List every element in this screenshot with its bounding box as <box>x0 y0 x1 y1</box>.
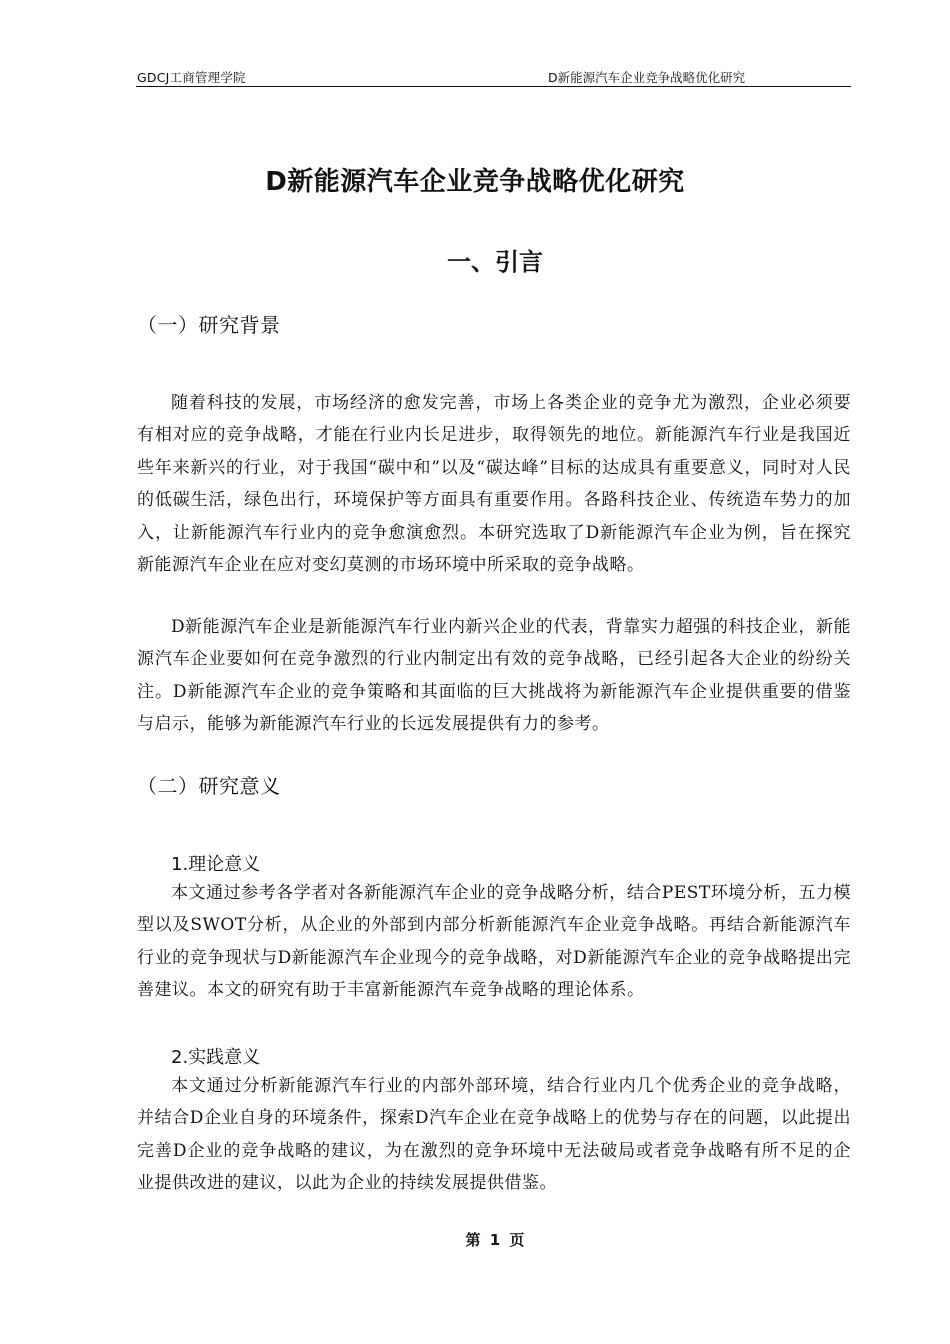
page-number: 第 1 页 <box>465 1231 525 1249</box>
subsection-heading-practice: 2.实践意义 <box>171 1047 261 1068</box>
section-heading-significance: （二）研究意义 <box>137 774 281 798</box>
practice-paragraph: 本文通过分析新能源汽车行业的内部外部环境，结合行业内几个优秀企业的竞争战略，并结合D企业自身的环境条件，探索D汽车企业在竞争战略上的优势与存在的问题，以此提出完善D企业的竞争战略的建议，为在激烈的竞争环境中无法破局或者竞争战略有所不足的企业提供改进的建议，以此为企业的持续发展提供借鉴。 <box>137 1076 851 1194</box>
background-paragraph-2: D新能源汽车企业是新能源汽车行业内新兴企业的代表，背靠实力超强的科技企业，新能源汽车企业要如何在竞争激烈的行业内制定出有效的竞争战略，已经引起各大企业的纷纷关注。D新能源汽车企业的竞争策略和其面临的巨大挑战将为新能源汽车企业提供重要的借鉴与启示，能够为新能源汽车行业的长远发展提供有力的参考。 <box>137 617 851 735</box>
header-school-name: GDCJ工商管理学院 <box>137 70 246 85</box>
header-paper-title: D新能源汽车企业竞争战略优化研究 <box>548 70 746 85</box>
page-title: D新能源汽车企业竞争战略优化研究 <box>265 167 685 197</box>
header-divider <box>136 86 851 87</box>
theory-paragraph: 本文通过参考各学者对各新能源汽车企业的竞争战略分析，结合PEST环境分析，五力模型以及SWOT分析，从企业的外部到内部分析新能源汽车企业竞争战略。再结合新能源汽车行业的竞争现状与D新能源汽车企业现今的竞争战略，对D新能源汽车企业的竞争战略提出完善建议。本文的研究有助于丰富新能源汽车竞争战略的理论体系。 <box>137 883 851 1001</box>
chapter-heading: 一、引言 <box>447 248 543 276</box>
subsection-heading-theory: 1.理论意义 <box>171 854 261 875</box>
background-paragraph-1: 随着科技的发展，市场经济的愈发完善，市场上各类企业的竞争尤为激烈，企业必须要有相对应的竞争战略，才能在行业内长足进步，取得领先的地位。新能源汽车行业是我国近些年来新兴的行业，对于我国“碳中和”以及“碳达峰”目标的达成具有重要意义，同时对人民的低碳生活，绿色出行，环境保护等方面具有重要作用。各路科技企业、传统造车势力的加入，让新能源汽车行业内的竞争愈演愈烈。本研究选取了D新能源汽车企业为例，旨在探究新能源汽车企业在应对变幻莫测的市场环境中所采取的竞争战略。 <box>137 393 851 576</box>
section-heading-background: （一）研究背景 <box>137 313 281 337</box>
